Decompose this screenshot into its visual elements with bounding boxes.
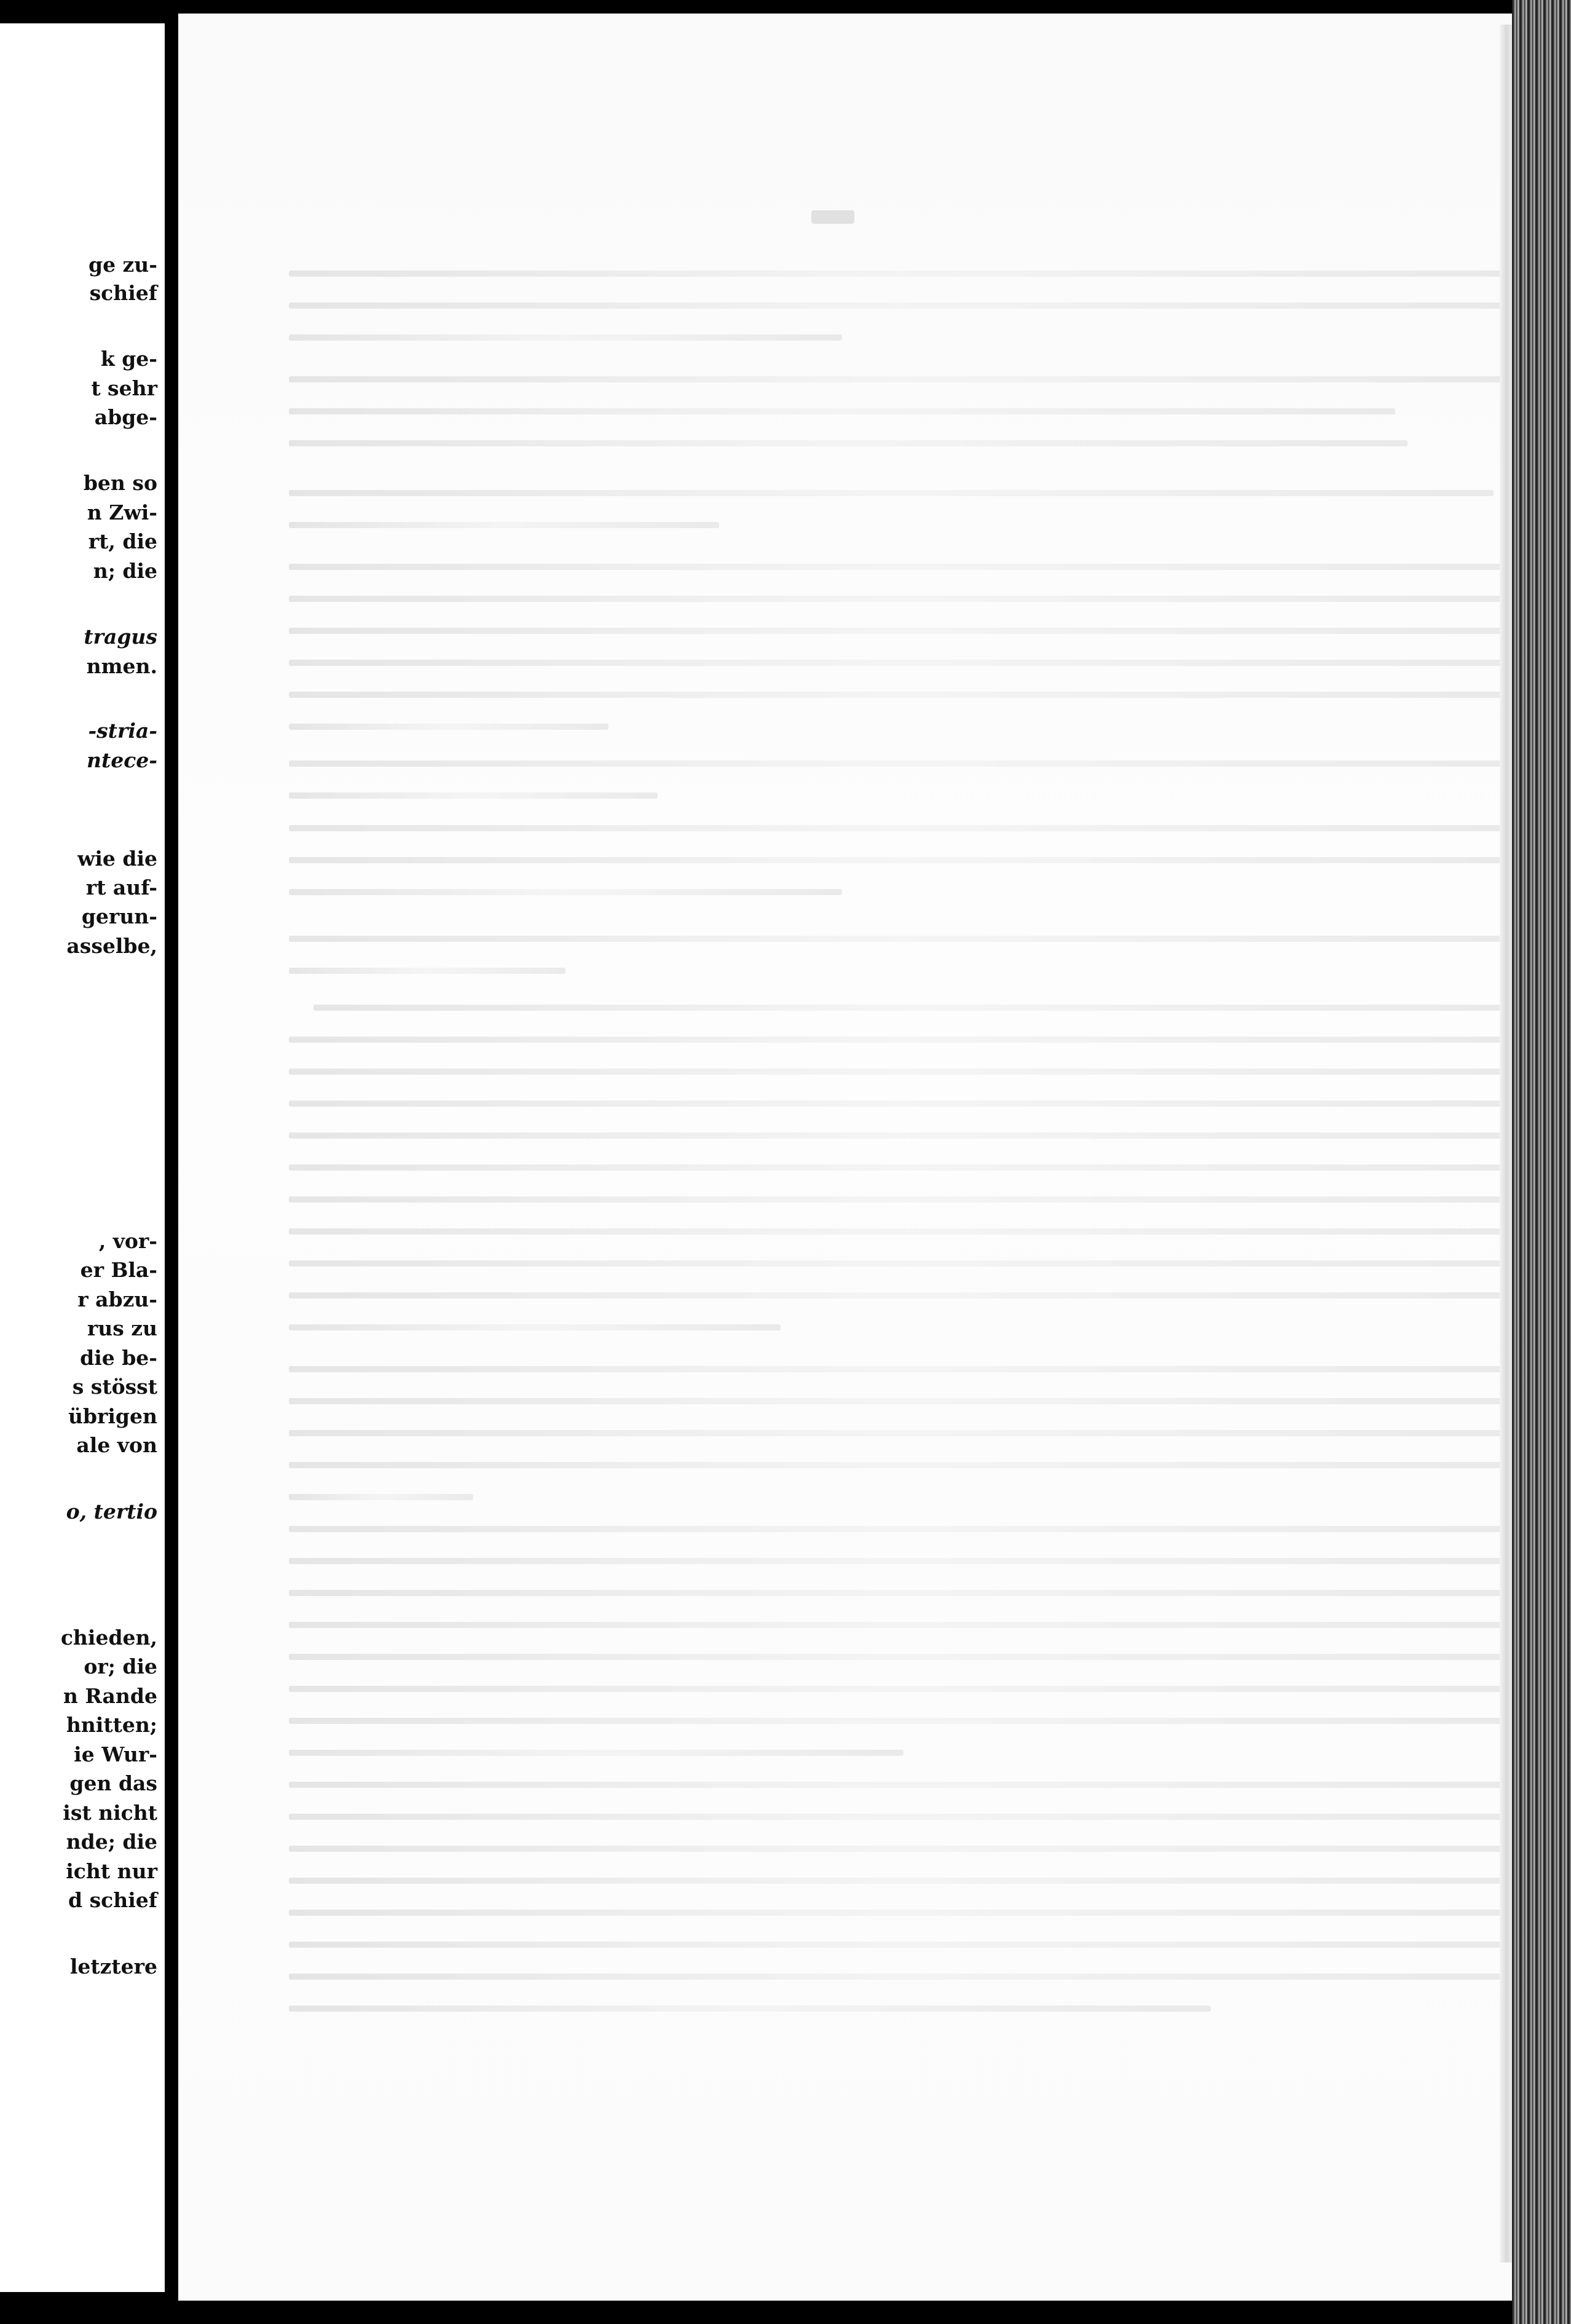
faded-text-line	[289, 596, 1512, 602]
left-text-line: or; die	[84, 1654, 157, 1678]
faded-text-line	[289, 1196, 1512, 1203]
left-text-line: wie die	[77, 847, 157, 871]
faded-text-line	[289, 1590, 1512, 1596]
left-text-line: nmen.	[86, 654, 157, 678]
faded-text-line	[289, 628, 1512, 634]
faded-text-line	[289, 1101, 1512, 1107]
left-text-line: chieden,	[60, 1626, 157, 1650]
faded-text-line	[289, 1910, 1512, 1916]
faded-text-line	[289, 1132, 1512, 1139]
faded-text-line	[289, 936, 1512, 942]
left-text-line: d schief	[68, 1888, 157, 1912]
faded-text-line	[289, 1718, 1512, 1724]
left-text-line: gerun-	[81, 904, 157, 928]
faded-text-line	[289, 1069, 1512, 1075]
left-text-line: die be-	[80, 1346, 157, 1370]
left-text-line: k ge-	[100, 347, 157, 371]
faded-text-line	[289, 2006, 1211, 2012]
faded-text-line	[313, 1005, 1512, 1011]
faded-text-line	[289, 1494, 473, 1500]
faded-page-number	[811, 210, 854, 224]
page-gutter	[165, 0, 178, 2324]
left-text-line: icht nur	[66, 1859, 157, 1883]
left-text-line: , vor-	[98, 1229, 157, 1253]
faded-text-line	[289, 692, 1512, 698]
faded-text-line	[289, 376, 1512, 382]
left-text-line: nde; die	[66, 1830, 157, 1854]
faded-text-line	[289, 1814, 1512, 1820]
faded-text-line	[289, 490, 1494, 496]
faded-text-line	[289, 1462, 1512, 1468]
book-edge	[1512, 0, 1571, 2324]
faded-text-line	[289, 1622, 1512, 1628]
left-text-line: rus zu	[87, 1316, 157, 1340]
faded-text-line	[289, 761, 1512, 767]
left-text-line: letztere	[69, 1954, 157, 1978]
left-text-line: asselbe,	[66, 934, 157, 958]
faded-text-line	[289, 857, 1512, 863]
faded-text-line	[289, 408, 1395, 414]
faded-text-line	[289, 968, 565, 974]
faded-text-line	[289, 792, 658, 799]
faded-text-line	[289, 522, 719, 528]
faded-text-line	[289, 724, 608, 730]
faded-text-line	[289, 889, 842, 895]
left-text-line: n; die	[93, 559, 157, 583]
left-text-line: n Rande	[63, 1684, 157, 1708]
faded-text-line	[289, 1430, 1512, 1436]
faded-text-line	[289, 1782, 1512, 1788]
faded-text-line	[289, 302, 1506, 309]
faded-text-line	[289, 1750, 904, 1756]
left-text-line: übrigen	[68, 1404, 157, 1428]
left-text-line: gen das	[69, 1771, 157, 1795]
left-text-line: schief	[89, 281, 157, 305]
faded-text-line	[289, 1228, 1512, 1235]
left-text-line: ist nicht	[63, 1801, 157, 1825]
left-text-line: rt auf-	[85, 875, 157, 899]
faded-text-line	[289, 1366, 1512, 1372]
left-text-line: -stria-	[88, 719, 157, 743]
left-text-line: s stösst	[72, 1375, 157, 1399]
left-text-line: t sehr	[91, 376, 157, 400]
faded-text-line	[289, 1846, 1512, 1852]
faded-text-line	[289, 1324, 781, 1330]
left-page-fragment	[0, 23, 165, 2292]
faded-text-line	[289, 1974, 1512, 1980]
faded-text-line	[289, 1398, 1512, 1404]
faded-text-line	[289, 564, 1512, 570]
faded-text-line	[289, 1686, 1512, 1692]
left-text-line: hnitten;	[66, 1713, 157, 1737]
faded-text-line	[289, 1558, 1512, 1564]
faded-text-line	[289, 1654, 1512, 1660]
faded-text-line	[289, 1164, 1512, 1171]
faded-text-line	[289, 1260, 1512, 1267]
faded-text-line	[289, 1526, 1512, 1532]
faded-text-line	[289, 825, 1512, 831]
left-text-line: ge zu-	[89, 253, 157, 277]
faded-text-line	[289, 660, 1512, 666]
right-page-faded	[178, 14, 1512, 2301]
faded-text-line	[289, 271, 1512, 277]
page-edge-highlight	[1500, 25, 1513, 2263]
faded-text-line	[289, 1292, 1512, 1298]
faded-text-line	[289, 1878, 1512, 1884]
left-text-line: ale von	[76, 1433, 157, 1457]
left-text-line: tragus	[84, 625, 157, 649]
left-text-line: r abzu-	[77, 1287, 157, 1311]
left-text-line: ntece-	[86, 748, 157, 772]
faded-text-line	[289, 334, 842, 341]
left-text-line: ie Wur-	[74, 1742, 157, 1766]
left-text-line: rt, die	[88, 529, 157, 553]
left-text-line: o, tertio	[66, 1500, 157, 1524]
faded-text-line	[289, 1942, 1512, 1948]
left-text-line: ben so	[83, 471, 157, 495]
faded-text-line	[289, 440, 1408, 446]
faded-text-line	[289, 1037, 1512, 1043]
left-text-line: er Bla-	[80, 1258, 157, 1282]
left-text-line: abge-	[94, 405, 157, 429]
left-text-line: n Zwi-	[87, 500, 157, 524]
